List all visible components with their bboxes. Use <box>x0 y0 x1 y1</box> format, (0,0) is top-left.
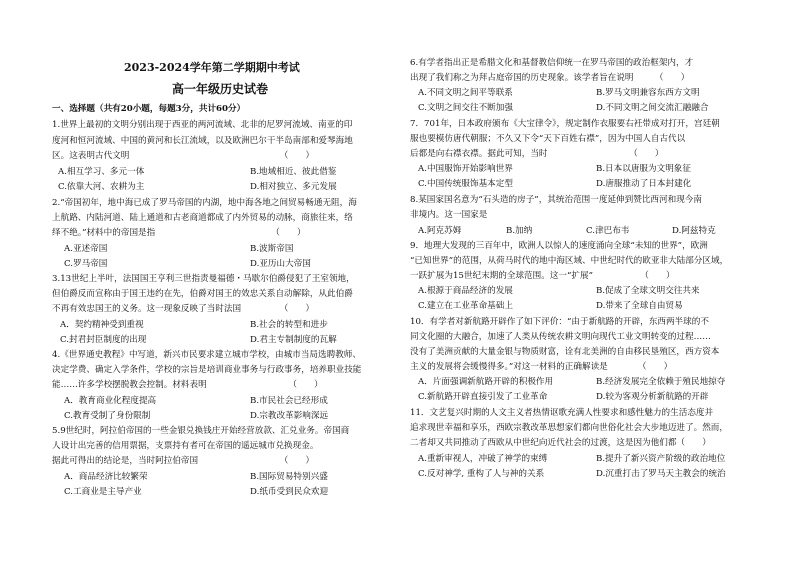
question-3-line-2: 但伯爵反而宣称由于国王违约在先，伯爵对国王的效忠关系自动解除，从此伯爵 <box>52 289 353 299</box>
question-6-option-c[interactable]: C.文明之间交往不断加强 <box>418 103 513 113</box>
question-1-option-b[interactable]: B.地域相近、彼此借鉴 <box>250 167 337 177</box>
question-2-option-a[interactable]: A.亚述帝国 <box>64 244 108 254</box>
question-9-option-b[interactable]: B.促成了全球文明交往共来 <box>596 286 700 296</box>
question-1-option-c[interactable]: C.依靠大河、农耕为主 <box>58 182 145 192</box>
question-7-option-c[interactable]: C.中国传统服饰基本定型 <box>418 179 513 189</box>
question-7-line-1: 7．701年，日本政府颁布《大宝律令》，规定制作衣服要右衽带成对打开，宫廷朝 <box>410 119 720 129</box>
question-2-option-b[interactable]: B.波斯帝国 <box>250 244 294 254</box>
question-9-option-d[interactable]: D.带来了全球自由贸易 <box>596 301 683 311</box>
question-8-option-a[interactable]: A.阿克苏姆 <box>418 226 462 236</box>
question-3-line-1: 3.13世纪上半叶，法国国王亨利三世指责曼福德・马歇尔伯爵侵犯了王室领地， <box>52 274 355 284</box>
subject-title: 高一年级历史试卷 <box>172 82 269 96</box>
question-5-option-b[interactable]: B.国际贸易特别兴盛 <box>250 472 328 482</box>
question-2-option-d[interactable]: D.亚历山大帝国 <box>250 259 311 269</box>
question-1-option-a[interactable]: A.相互学习、多元一体 <box>58 167 145 177</box>
question-8-line-1: 8.某国家国名意为“石头造的房子”，其统治范围一度延伸到赞比西河和现今南 <box>410 195 702 205</box>
question-7-option-b[interactable]: B.日本以唐服为文明象征 <box>596 164 691 174</box>
question-1-line-1: 1.世界上最初的文明分别出现于西亚的两河流域、北非的尼罗河流域、南亚的印 <box>52 120 353 130</box>
question-6-option-a[interactable]: A.不同文明之间平等联系 <box>418 88 513 98</box>
question-4-option-b[interactable]: B.市民社会已经形成 <box>250 396 328 406</box>
question-10-option-c[interactable]: C.新航路开辟直接引发了工业革命 <box>418 392 548 402</box>
question-3-option-c[interactable]: C.封君封臣制度的出现 <box>60 335 147 345</box>
question-2-line-1: 2.“帝国初年，地中海已成了罗马帝国的内湖，地中海各地之间贸易畅通无阻，海 <box>52 198 357 208</box>
question-3-line-3: 不再有效忠国王的义务。这一现象反映了当时法国 （ ） <box>52 304 315 314</box>
question-10-line-2: 同文化圈的大融合，加速了人类从传统农耕文明向现代工业文明转变的过程…… <box>410 332 711 342</box>
question-6-option-b[interactable]: B.罗马文明兼容东西方文明 <box>596 88 700 98</box>
question-11-line-1: 11．文艺复兴时期的人文主义者热情讴歌充满人性要求和感性魅力的生活态度并 <box>410 408 714 418</box>
question-10-line-3: 没有了美洲贡献的大量金银与物质财富，诠有北美洲的自由移民垦殖区，西方资本 <box>410 347 720 357</box>
question-9-line-3: 一跃扩展为15世纪末期的全球范围。这一“扩展” （ ） <box>410 271 675 281</box>
question-10-line-1: 10．有学者对新航路开辟作了如下评价：“由于新航路的开辟，东西两半球的不 <box>410 317 709 327</box>
question-6-line-1: 6.有学者指出正是希腊文化和基督教信仰统一在罗马帝国的政治框架内，才 <box>410 58 694 68</box>
question-9-option-a[interactable]: A.根源于商品经济的发展 <box>418 286 513 296</box>
question-8-option-c[interactable]: C.津巴布韦 <box>586 226 630 236</box>
question-3-option-a[interactable]: A．契约精神受到重视 <box>60 320 144 330</box>
question-11-line-2: 追求现世幸福和享乐，西欧宗教改革思想家们都向世俗化社会大步地迈进了。然而， <box>410 423 728 433</box>
question-2-option-c[interactable]: C.罗马帝国 <box>64 259 108 269</box>
question-4-option-c[interactable]: C.教育受制了身份限制 <box>64 411 151 421</box>
question-10-option-d[interactable]: D.较为客观分析新航路的开辟 <box>596 392 709 402</box>
exam-title: 2023-2024学年第二学期期中考试 <box>124 61 300 74</box>
question-10-line-4: 主义的发展将会缓慢得多。”对这一材料的正确解读是 （ ） <box>410 362 673 372</box>
question-11-option-a[interactable]: A.重新审视人，冲破了神学的束缚 <box>418 454 548 464</box>
question-1-line-2: 度河和恒河流域、中国的黄河和长江流域，以及欧洲巴尔干半岛南部和爱琴海地 <box>52 136 353 146</box>
question-2-line-2: 上航路、内陆河道、陆上通道和古老商道都成了内外贸易的动脉，商旅往来，络 <box>52 213 353 223</box>
question-7-line-3: 后都是向右襟衣襟。据此可知，当时 （ ） <box>410 149 664 159</box>
question-2-line-3: 绎不绝。”材料中的帝国是指 （ ） <box>52 228 306 238</box>
question-11-option-b[interactable]: B.提升了新兴资产阶级的政治地位 <box>596 454 726 464</box>
question-4-line-3: 能……许多学校摆脱教会控制。材料表明 （ ） <box>52 380 323 390</box>
question-11-option-c[interactable]: C.反对神学, 重构了人与神的关系 <box>418 469 545 479</box>
question-8-option-d[interactable]: D.阿兹特克 <box>672 226 716 236</box>
question-9-option-c[interactable]: C.建立在工业革命基础上 <box>418 301 513 311</box>
question-7-option-d[interactable]: D.唐服推动了日本封建化 <box>596 179 692 189</box>
question-7-option-a[interactable]: A.中国服饰开始影响世界 <box>418 164 513 174</box>
question-3-option-b[interactable]: B.社会的转型和进步 <box>250 320 328 330</box>
question-6-option-d[interactable]: D.不同文明之间交流汇融融合 <box>596 103 709 113</box>
question-5-option-d[interactable]: D.纸币受到民众欢迎 <box>250 487 329 497</box>
question-10-option-a[interactable]: A．片面强调新航路开辟的积极作用 <box>418 377 554 387</box>
question-5-option-a[interactable]: A．商品经济比较繁荣 <box>64 472 148 482</box>
question-3-option-d[interactable]: D.君主专制制度的瓦解 <box>250 335 337 345</box>
question-4-line-2: 决定学费、确定入学条件，学校的宗旨是培训商业事务与行政事务，培养职业技能 <box>52 365 362 375</box>
question-4-line-1: 4.《世界通史教程》中写道，新兴市民要求建立城市学校，由城市当局选聘教师、 <box>52 350 361 360</box>
question-6-line-2: 出现了我们称之为拜占庭帝国的历史现象。该学者旨在说明 （ ） <box>410 73 690 83</box>
question-1-option-d[interactable]: D.相对独立、多元发展 <box>250 182 337 192</box>
question-9-line-2: “已知世界”的范围，从荷马时代的地中海区域、中世纪时代的欧亚非大陆部分区域， <box>410 256 729 266</box>
section-title: 一、选择题（共有20小题，每题3分，共计60分） <box>52 104 246 114</box>
question-10-option-b[interactable]: B.经济发展完全依赖于殖民地掠夺 <box>596 377 726 387</box>
question-7-line-2: 服也要模仿唐代朝服；不久又下令“天下百姓右襟”，因为中国人自古代以 <box>410 134 686 144</box>
question-5-line-1: 5.9世纪时，阿拉伯帝国的一些金银兑换钱庄开始经营放款、汇兑业务。帝国商 <box>52 426 350 436</box>
question-11-line-3: 二者却又共同推动了西欧从中世纪向近代社会的过渡，这是因为他们都（ ） <box>410 438 711 448</box>
question-8-option-b[interactable]: B.加纳 <box>506 226 533 236</box>
question-4-option-a[interactable]: A．教育商业化程度提高 <box>64 396 157 406</box>
question-5-line-3: 据此可得出的结论是，当时阿拉伯帝国 （ ） <box>52 456 315 466</box>
question-4-option-d[interactable]: D.宗教改革影响深远 <box>250 411 329 421</box>
question-1-line-3: 区。这表明古代文明 （ ） <box>52 151 315 161</box>
question-5-option-c[interactable]: C.工商业是主导产业 <box>64 487 142 497</box>
question-9-line-1: 9．地理大发现的三百年中，欧洲人以惊人的速度涌向全球“未知的世界”，欧洲 <box>410 241 708 251</box>
question-8-line-2: 非境内。这一国家是 <box>410 210 488 220</box>
question-11-option-d[interactable]: D.沉重打击了罗马天主教会的统治 <box>596 469 726 479</box>
question-5-line-2: 人设计出完善的信用票据，支票持有者可在帝国的遥远城市兑换现金。 <box>52 441 319 451</box>
